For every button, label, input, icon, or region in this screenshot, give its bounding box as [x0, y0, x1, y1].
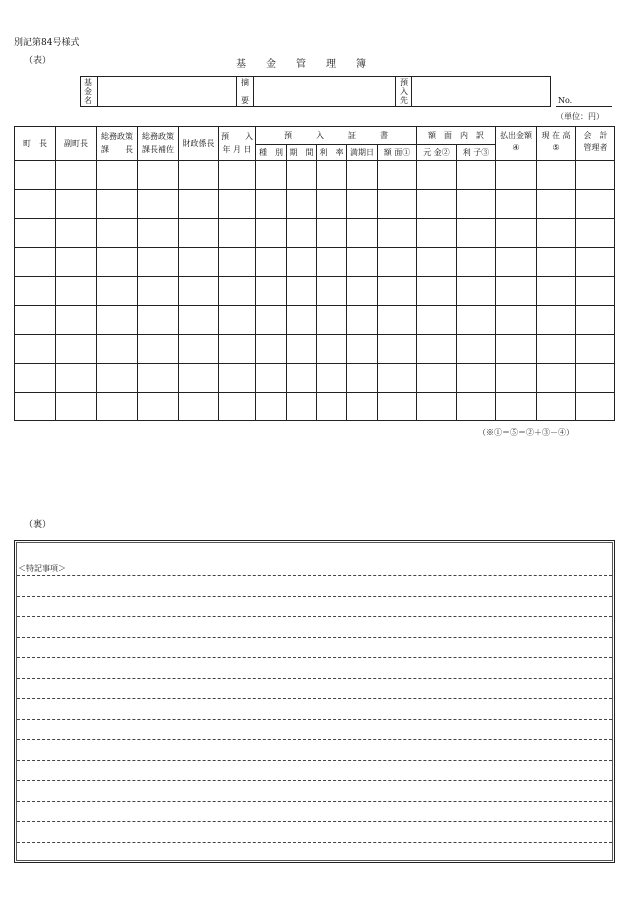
fund-name-field[interactable] — [98, 77, 235, 106]
special-notes-label: ＜特記事項＞ — [18, 564, 66, 573]
table-row[interactable] — [15, 335, 614, 363]
summary-field[interactable] — [254, 77, 394, 106]
depositee-label: 預 入 先 — [400, 78, 408, 105]
formula-note: （※①＝⑤＝②＋③－④） — [478, 428, 574, 437]
back-label: （裏） — [24, 520, 52, 530]
header-interest: 利 子③ — [462, 148, 490, 157]
table-row[interactable] — [15, 161, 614, 189]
header-cert-type: 種 別 — [259, 148, 283, 157]
header-deposit-date: 預 入 年 月 日 — [221, 132, 253, 154]
depositee-field[interactable] — [412, 77, 550, 106]
header-payout: 払出金額 ④ — [500, 131, 532, 152]
table-row[interactable] — [15, 248, 614, 276]
front-label: （表） — [24, 56, 52, 66]
header-finance-chief: 財政係長 — [182, 139, 215, 148]
special-notes-field[interactable] — [17, 576, 612, 860]
header-deputy-mayor: 副町長 — [64, 139, 88, 148]
header-certificate: 預 入 証 書 — [284, 131, 388, 140]
page-title: 基 金 管 理 簿 — [236, 59, 366, 70]
summary-label: 摘 要 — [241, 78, 249, 105]
form-id: 別記第84号様式 — [14, 38, 80, 48]
header-balance: 現 在 高 ⑤ — [541, 131, 571, 152]
header-cert-maturity: 満期日 — [350, 148, 374, 157]
table-row[interactable] — [15, 364, 614, 392]
table-row[interactable] — [15, 219, 614, 247]
table-row[interactable] — [15, 190, 614, 218]
header-cert-period: 期 間 — [289, 148, 314, 157]
header-mayor: 町 長 — [23, 139, 47, 148]
header-principal: 元 金② — [423, 148, 450, 157]
unit-note: （単位：円） — [556, 112, 604, 121]
number-field[interactable] — [556, 106, 612, 107]
table-row[interactable] — [15, 393, 614, 420]
table-row[interactable] — [15, 306, 614, 334]
header-gm-assistant: 総務政策 課長補佐 — [142, 132, 174, 154]
header-cert-rate: 利 率 — [319, 148, 344, 157]
number-label: No. — [558, 96, 573, 105]
fund-name-label: 基 金 名 — [84, 78, 92, 105]
header-breakdown: 額 面 内 訳 — [428, 131, 484, 140]
header-gm-chief: 総務政策 課 長 — [101, 132, 133, 154]
table-row[interactable] — [15, 277, 614, 305]
header-accountant: 会 計 管理者 — [583, 131, 608, 152]
header-cert-face: 額 面① — [383, 148, 411, 157]
